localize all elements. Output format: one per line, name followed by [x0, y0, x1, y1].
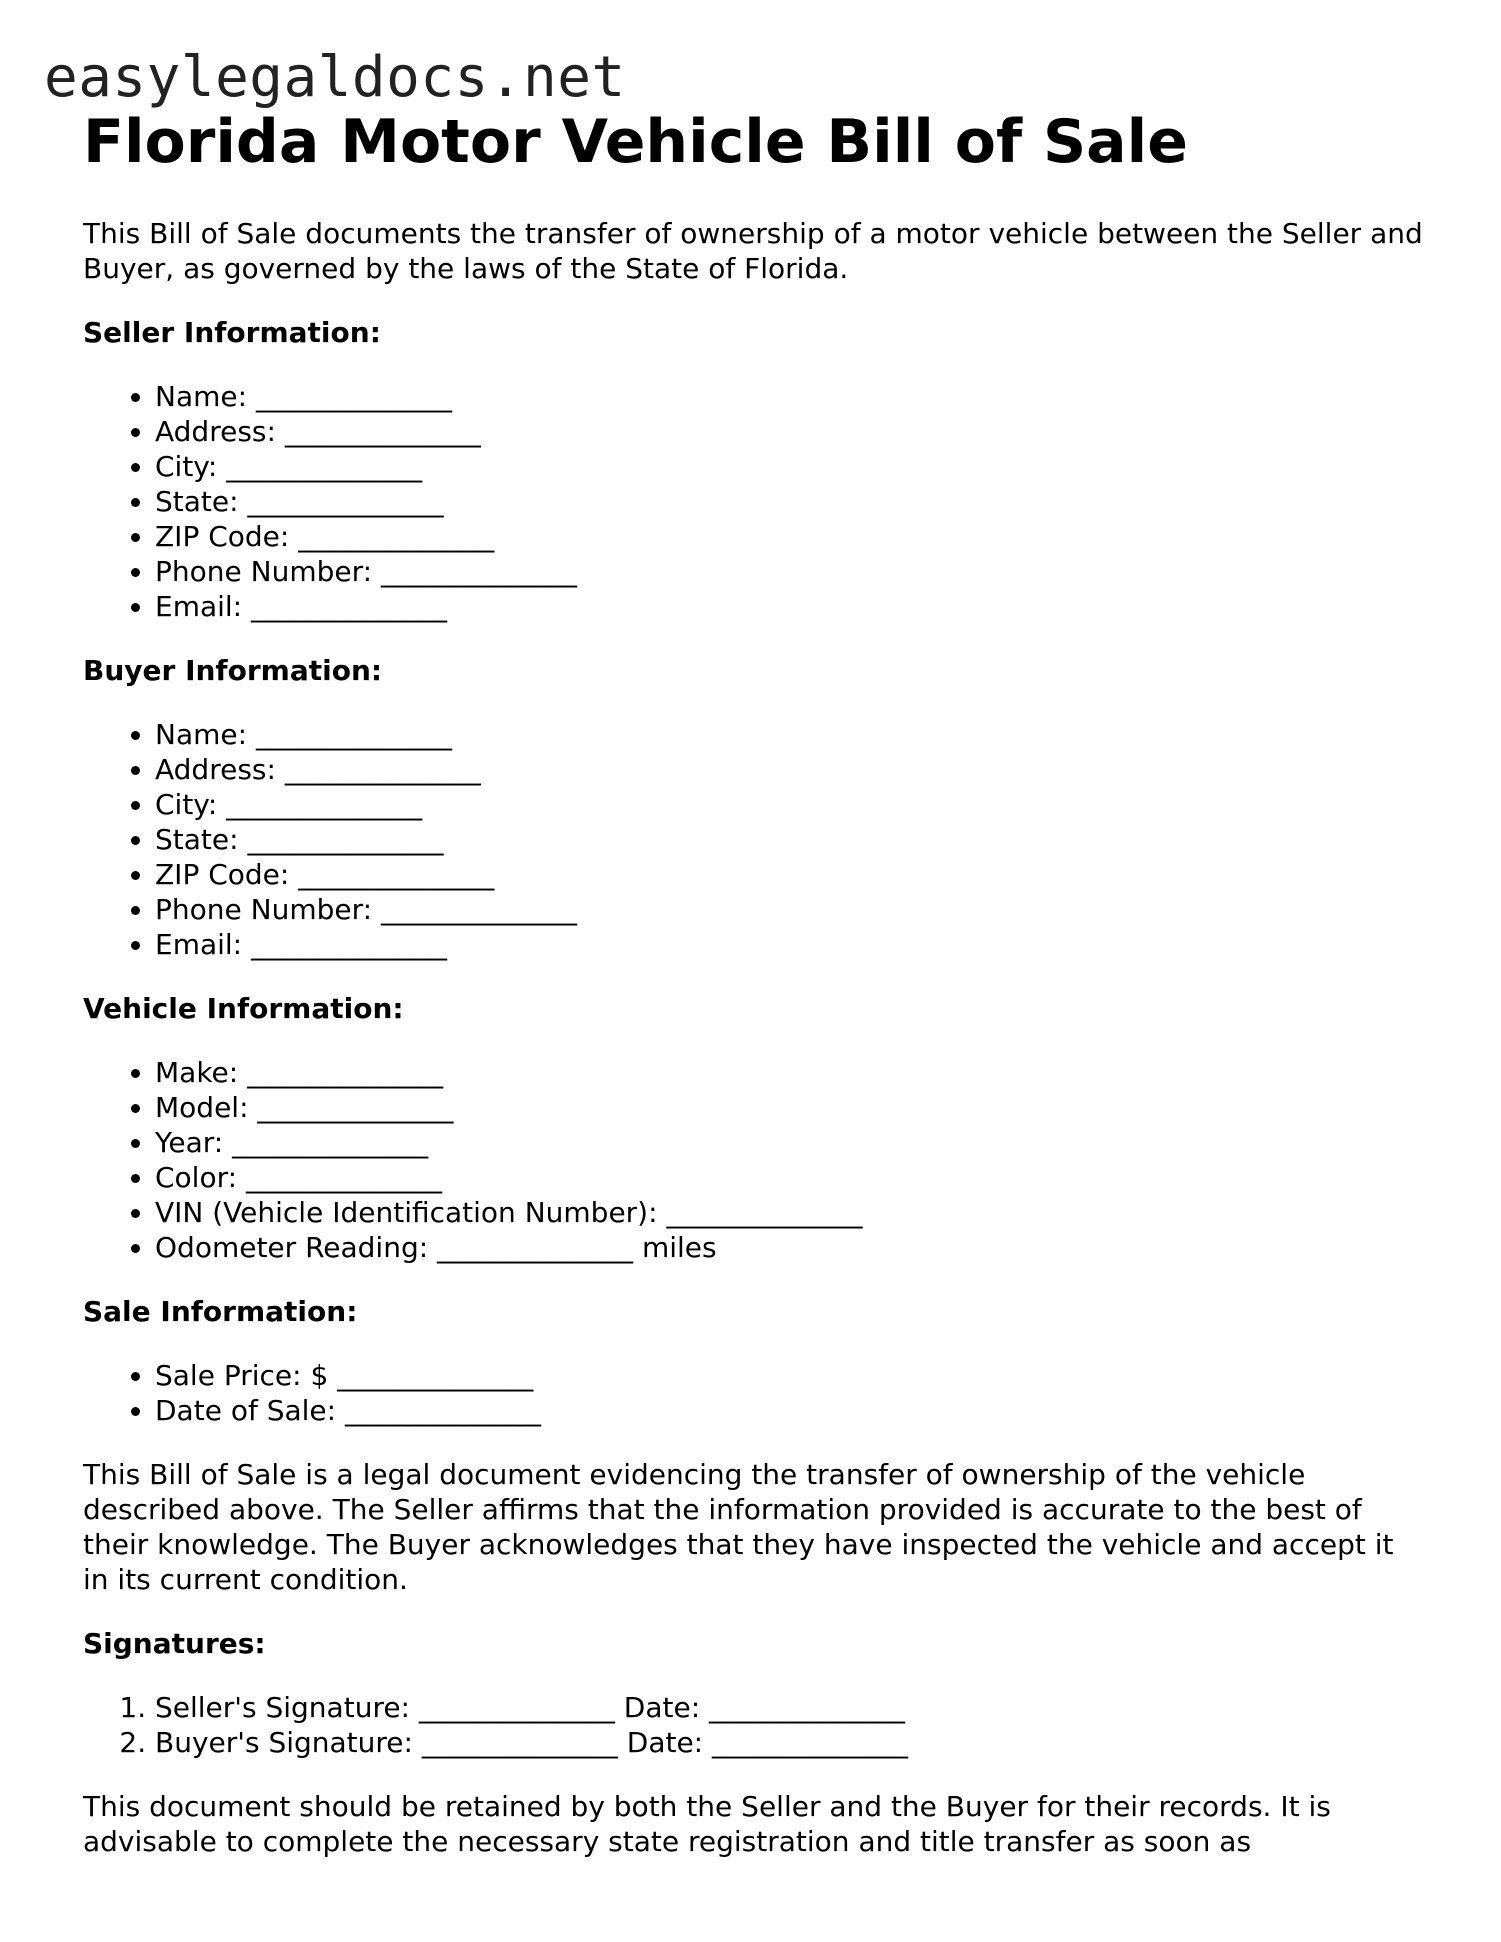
document-body — [83, 106, 1423, 1859]
vehicle-make-field: • Make: ______________ — [155, 1055, 1423, 1090]
site-watermark: easylegaldocs.net — [44, 45, 626, 110]
vehicle-heading: Vehicle Information: — [83, 992, 404, 1025]
seller-state-field: • State: ______________ — [155, 484, 1423, 519]
buyer-zip-field: • ZIP Code: ______________ — [155, 857, 1423, 892]
seller-fields-list — [83, 379, 1423, 624]
buyer-name-field: • Name: ______________ — [155, 717, 1423, 752]
signatures-heading: Signatures: — [83, 1627, 266, 1660]
seller-phone-field: • Phone Number: ______________ — [155, 554, 1423, 589]
buyer-signature-line: 2. Buyer's Signature: ______________ Date: ______________ — [155, 1725, 1423, 1760]
sale-date-field: • Date of Sale: ______________ — [155, 1393, 1423, 1428]
closing-paragraph: This document should be retained by both the Seller and the Buyer for their records. It is advisable to complete the necessary state registration and title transfer as soon as — [83, 1790, 1331, 1858]
buyer-address-field: • Address: ______________ — [155, 752, 1423, 787]
buyer-phone-field: • Phone Number: ______________ — [155, 892, 1423, 927]
vehicle-model-field: • Model: ______________ — [155, 1090, 1423, 1125]
buyer-fields-list — [83, 717, 1423, 962]
intro-paragraph: This Bill of Sale documents the transfer of ownership of a motor vehicle between the Seller and Buyer, as governed by the laws of the State of Florida. — [83, 217, 1423, 285]
vehicle-color-field: • Color: ______________ — [155, 1160, 1423, 1195]
sale-price-field: • Sale Price: $ ______________ — [155, 1358, 1423, 1393]
legal-paragraph: This Bill of Sale is a legal document evidencing the transfer of ownership of the vehicle described above. The Seller affirms that the information provided is accurate to the best of their knowledge. The Buyer acknowledges that they have inspected the vehicle and accept it in its current condition. — [83, 1458, 1394, 1596]
seller-heading: Seller Information: — [83, 316, 381, 349]
vehicle-odometer-field: • Odometer Reading: ______________ miles — [155, 1230, 1423, 1265]
sale-fields-list — [83, 1358, 1423, 1428]
seller-zip-field: • ZIP Code: ______________ — [155, 519, 1423, 554]
seller-email-field: • Email: ______________ — [155, 589, 1423, 624]
buyer-city-field: • City: ______________ — [155, 787, 1423, 822]
signatures-list — [83, 1690, 1423, 1760]
document-title: Florida Motor Vehicle Bill of Sale — [83, 107, 1188, 177]
vehicle-vin-field: • VIN (Vehicle Identification Number): ______________ — [155, 1195, 1423, 1230]
seller-city-field: • City: ______________ — [155, 449, 1423, 484]
buyer-email-field: • Email: ______________ — [155, 927, 1423, 962]
seller-signature-line: 1. Seller's Signature: ______________ Date: ______________ — [155, 1690, 1423, 1725]
buyer-heading: Buyer Information: — [83, 654, 383, 687]
vehicle-year-field: • Year: ______________ — [155, 1125, 1423, 1160]
vehicle-fields-list — [83, 1055, 1423, 1265]
seller-name-field: • Name: ______________ — [155, 379, 1423, 414]
sale-heading: Sale Information: — [83, 1295, 358, 1328]
seller-address-field: • Address: ______________ — [155, 414, 1423, 449]
buyer-state-field: • State: ______________ — [155, 822, 1423, 857]
